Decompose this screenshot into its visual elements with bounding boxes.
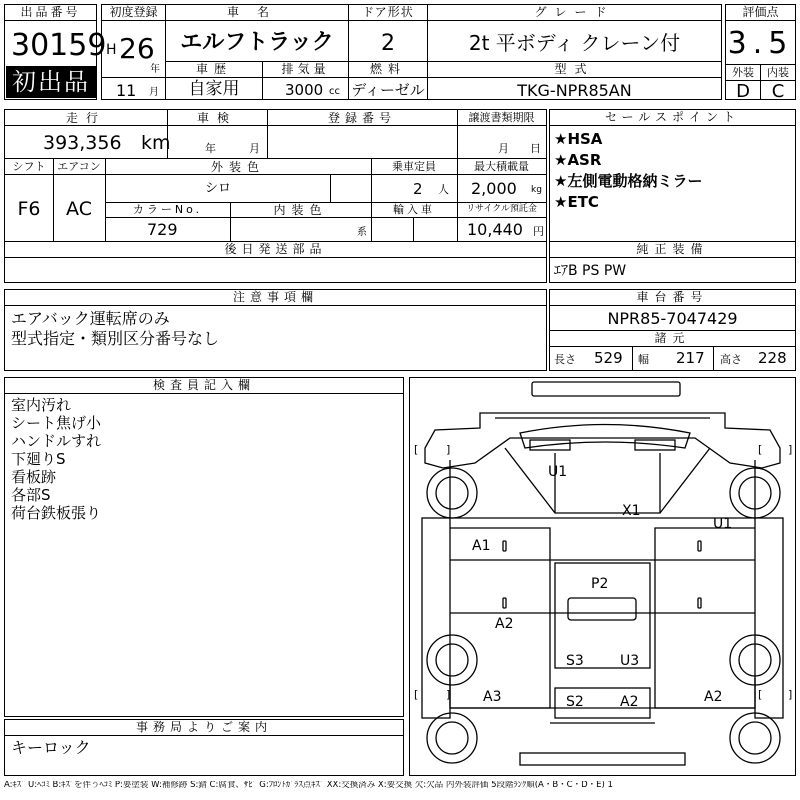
lot-number-label: 出品番号 — [5, 5, 96, 21]
damage-mark: U3 — [620, 653, 640, 669]
fuel-label: 燃料 — [349, 62, 427, 78]
ext-color: シロ — [205, 181, 232, 196]
svg-text:]: ] — [446, 443, 451, 456]
width-label: 幅 — [638, 353, 649, 366]
recycle-label: リサイクル預託金 — [466, 204, 537, 214]
damage-mark: X1 — [622, 503, 641, 519]
standard-equipment: ｴｱB PS PW — [554, 263, 627, 279]
load: 2,000 — [471, 179, 517, 198]
notes-box — [4, 289, 547, 371]
details-box — [4, 109, 547, 242]
office-line: キーロック — [11, 738, 91, 757]
later-parts-label: 後日発送部品 — [5, 242, 546, 258]
transfer-month-unit: 月 — [498, 142, 509, 155]
score-label: 評価点 — [726, 5, 795, 21]
interior-label: 内装 — [767, 66, 789, 79]
inspector-line: 荷台鉄板張り — [11, 504, 102, 522]
interior-grade: C — [771, 81, 785, 102]
transfer-day-unit: 日 — [530, 142, 541, 155]
ext-color-label: 外装色 — [210, 160, 265, 174]
history-box — [165, 61, 263, 100]
capacity: 2 — [413, 180, 423, 198]
damage-mark: S2 — [566, 694, 584, 710]
model: TKG-NPR85AN — [517, 81, 632, 100]
recycle: 10,440 — [467, 220, 523, 239]
exterior-grade: D — [736, 81, 750, 102]
color-no: 729 — [147, 220, 178, 239]
inspector-line: シート焦げ小 — [11, 414, 102, 432]
transfer-label: 譲渡書類期限 — [468, 111, 535, 124]
standard-equipment-label: 純正装備 — [550, 242, 795, 258]
int-color-suffix: 系 — [357, 227, 367, 238]
registration-month: 11 — [116, 81, 137, 100]
damage-mark: U1 — [548, 464, 568, 480]
first-registration-label: 初度登録 — [102, 5, 165, 21]
length-label: 長さ — [554, 353, 576, 366]
regno-label: 登録番号 — [327, 111, 396, 125]
height: 228 — [758, 349, 787, 367]
first-listing-badge: 初出品 — [6, 66, 96, 98]
damage-mark: A1 — [472, 538, 491, 554]
recycle-unit: 円 — [533, 225, 544, 238]
damage-mark: A2 — [620, 694, 639, 710]
car-name-box — [165, 4, 349, 62]
inspector-line: 看板跡 — [11, 468, 57, 486]
later-parts-box — [4, 241, 547, 283]
height-label: 高さ — [720, 353, 742, 366]
inspection-month-unit: 月 — [249, 142, 260, 155]
displacement-label: 排気量 — [263, 62, 348, 78]
displacement-box — [262, 61, 349, 100]
color-no-label: カラーNo. — [132, 203, 203, 216]
mileage-unit: km — [141, 132, 171, 154]
car-name-label: 車名 — [166, 5, 348, 21]
office-box — [4, 719, 404, 776]
ac: AC — [66, 198, 92, 220]
history: 自家用 — [188, 79, 240, 99]
svg-text:]: ] — [788, 443, 793, 456]
ac-label: エアコン — [57, 160, 101, 173]
door-box — [348, 4, 428, 62]
shift-label: シフト — [12, 160, 46, 173]
sales-points-label: セールスポイント — [550, 110, 795, 126]
door-count: 2 — [381, 31, 395, 56]
standard-equipment-box — [549, 241, 796, 283]
legend: A:ｷｽﾞ U:ﾍｺﾐ B:ｷｽﾞを伴うﾍｺﾐ P:要塗装 W:補修跡 S:錆 C:腐食、ｻﾋﾞ G:ﾌﾛﾝﾄｶﾞﾗｽ点ｷｽﾞ XX:交換済み X:要交換 欠:欠品 内外装評価 5段階ﾗﾝｸ順(A・B・C・D・E) 1 — [4, 781, 613, 790]
inspection-label: 車検 — [196, 111, 237, 125]
inspector-box — [4, 377, 404, 717]
int-color-label: 内装色 — [273, 203, 328, 217]
inspector-label: 検査員記入欄 — [5, 378, 403, 394]
inspector-line: 室内汚れ — [11, 396, 72, 414]
svg-text:]: ] — [446, 688, 451, 701]
svg-text:[: [ — [414, 443, 419, 456]
score: 3.5 — [727, 26, 794, 61]
damage-mark: U1 — [713, 516, 733, 532]
damage-mark: S3 — [566, 653, 584, 669]
car-name: エルフトラック — [180, 30, 334, 55]
capacity-unit: 人 — [438, 183, 449, 196]
grade-label: グレード — [428, 5, 721, 21]
inspection-year-unit: 年 — [205, 142, 216, 155]
score-box — [725, 4, 796, 100]
model-box — [427, 61, 722, 100]
sales-point-item: ★ETC — [554, 193, 599, 211]
length: 529 — [594, 349, 623, 367]
dims-label: 諸元 — [654, 331, 691, 345]
first-registration-box — [101, 4, 166, 100]
chassis-box — [549, 289, 796, 371]
year-unit: 年 — [150, 64, 160, 75]
lot-number: 30159 — [11, 28, 107, 63]
damage-mark: P2 — [591, 576, 609, 592]
displacement: 3000 — [285, 81, 324, 99]
office-label: 事務局よりご案内 — [5, 720, 403, 736]
svg-text:[: [ — [758, 443, 763, 456]
mileage-label: 走行 — [65, 111, 106, 125]
exterior-label: 外装 — [732, 66, 754, 79]
grade: 2t 平ボディ クレーン付 — [468, 31, 681, 55]
chassis-number: NPR85-7047429 — [607, 309, 738, 328]
notes-line: 型式指定・類別区分番号なし — [11, 329, 220, 348]
truck-diagram-svg — [410, 378, 795, 775]
sales-point-item: ★ASR — [554, 151, 602, 169]
era: H — [106, 42, 117, 58]
fuel-box — [348, 61, 428, 100]
load-unit: kg — [531, 185, 542, 195]
notes-label: 注意事項欄 — [5, 290, 546, 306]
import-label: 輸入車 — [393, 203, 435, 216]
notes-line: エアバック運転席のみ — [11, 309, 170, 328]
shift: F6 — [17, 198, 41, 220]
damage-mark: A3 — [483, 689, 502, 705]
vehicle-diagram — [409, 377, 796, 776]
month-unit: 月 — [149, 87, 159, 98]
inspector-line: ハンドルすれ — [11, 432, 102, 450]
grade-box — [427, 4, 722, 62]
chassis-label: 車台番号 — [550, 290, 795, 306]
sales-point-item: ★左側電動格納ミラー — [554, 172, 703, 190]
mileage: 393,356 — [43, 132, 122, 154]
sales-point-item: ★HSA — [554, 130, 603, 148]
displacement-unit: cc — [329, 86, 340, 97]
fuel: ディーゼル — [351, 81, 425, 99]
svg-text:[: [ — [414, 688, 419, 701]
damage-mark: A2 — [495, 616, 514, 632]
history-label: 車歴 — [166, 62, 262, 78]
capacity-label: 乗車定員 — [392, 160, 436, 173]
svg-text:]: ] — [788, 688, 793, 701]
registration-year: 26 — [119, 32, 155, 65]
load-label: 最大積載量 — [474, 160, 529, 173]
inspector-line: 下廻りS — [11, 450, 66, 468]
model-label: 型式 — [428, 62, 721, 78]
width: 217 — [676, 349, 705, 367]
damage-mark: A2 — [704, 689, 723, 705]
inspector-line: 各部S — [11, 486, 51, 504]
svg-text:[: [ — [758, 688, 763, 701]
door-label: ドア形状 — [349, 5, 427, 21]
sales-points-box — [549, 109, 796, 242]
